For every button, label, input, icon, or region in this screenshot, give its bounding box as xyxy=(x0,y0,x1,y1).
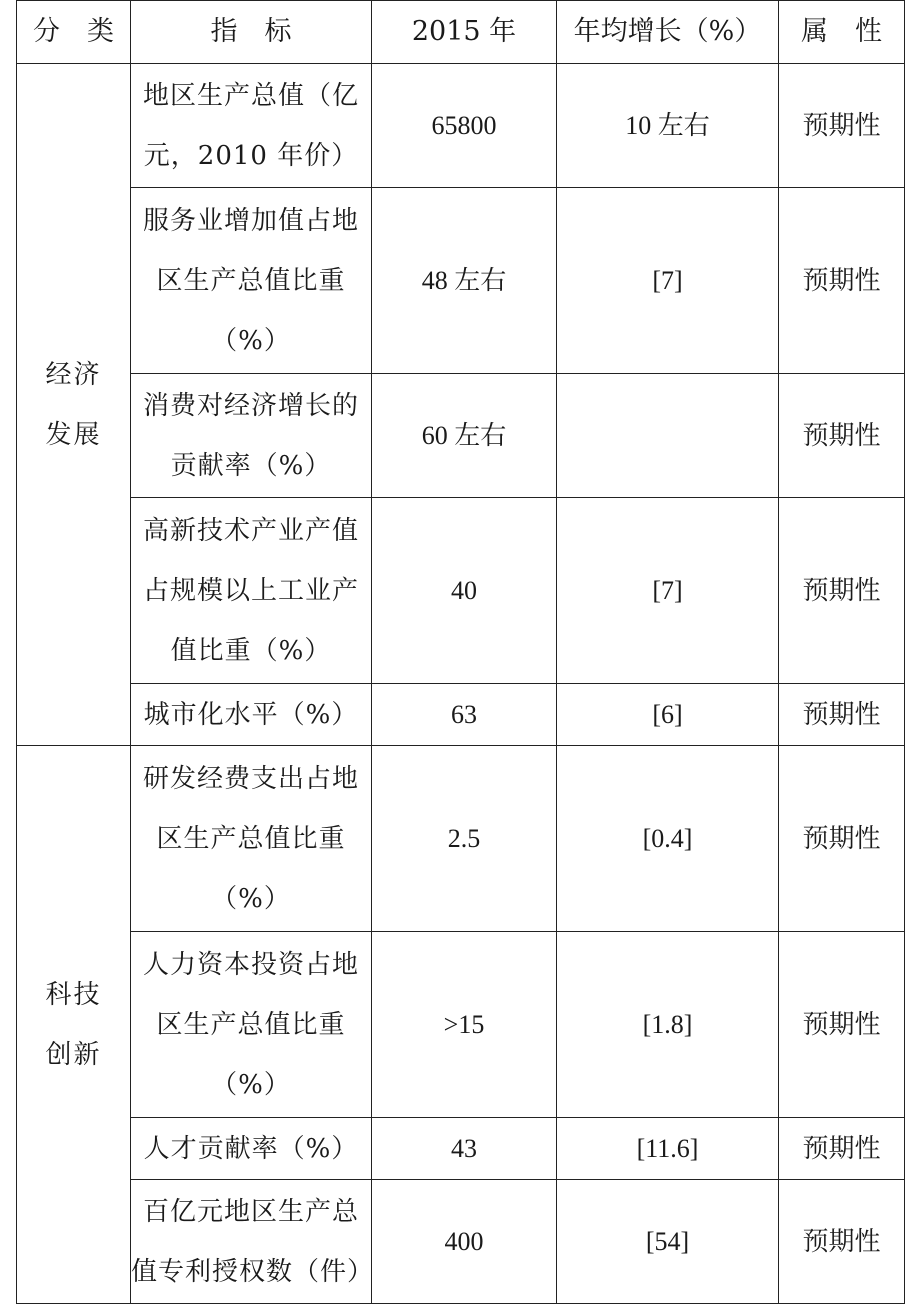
header-indicator: 指 标 xyxy=(131,1,372,64)
value-2015-cell: >15 xyxy=(372,932,557,1118)
indicators-table xyxy=(16,0,905,1304)
table-row xyxy=(17,498,905,684)
indicator-cell: 服务业增加值占地区生产总值比重（%） xyxy=(131,188,372,374)
indicator-cell: 消费对经济增长的贡献率（%） xyxy=(131,374,372,498)
table-row xyxy=(17,188,905,374)
value-2015-cell: 63 xyxy=(372,684,557,746)
table-body xyxy=(17,64,905,1304)
table-row xyxy=(17,932,905,1118)
value-2015-cell: 60 左右 xyxy=(372,374,557,498)
indicator-cell: 研发经费支出占地区生产总值比重（%） xyxy=(131,746,372,932)
header-value-2015: 2015 年 xyxy=(372,1,557,64)
table-row xyxy=(17,1118,905,1180)
table-row xyxy=(17,1180,905,1304)
attribute-cell: 预期性 xyxy=(779,1118,905,1180)
value-2015-cell: 65800 xyxy=(372,64,557,188)
annual-growth-cell: [7] xyxy=(557,188,779,374)
category-label: 科技创新 xyxy=(45,979,102,1070)
table-row xyxy=(17,684,905,746)
attribute-cell: 预期性 xyxy=(779,64,905,188)
attribute-cell: 预期性 xyxy=(779,932,905,1118)
annual-growth-cell: [7] xyxy=(557,498,779,684)
category-cell-technology xyxy=(17,746,131,1304)
value-2015-cell: 43 xyxy=(372,1118,557,1180)
value-2015-cell: 400 xyxy=(372,1180,557,1304)
indicator-cell: 人力资本投资占地区生产总值比重（%） xyxy=(131,932,372,1118)
header-annual-growth: 年均增长（%） xyxy=(557,1,779,64)
table-header xyxy=(17,1,905,64)
attribute-cell: 预期性 xyxy=(779,684,905,746)
annual-growth-cell: 10 左右 xyxy=(557,64,779,188)
annual-growth-cell: [6] xyxy=(557,684,779,746)
annual-growth-cell: [1.8] xyxy=(557,932,779,1118)
annual-growth-cell xyxy=(557,374,779,498)
value-2015-cell: 48 左右 xyxy=(372,188,557,374)
annual-growth-cell: [54] xyxy=(557,1180,779,1304)
attribute-cell: 预期性 xyxy=(779,498,905,684)
value-2015-cell: 2.5 xyxy=(372,746,557,932)
header-category: 分 类 xyxy=(17,1,131,64)
indicator-cell: 人才贡献率（%） xyxy=(131,1118,372,1180)
indicator-cell: 城市化水平（%） xyxy=(131,684,372,746)
value-2015-cell: 40 xyxy=(372,498,557,684)
header-attribute: 属 性 xyxy=(779,1,905,64)
table-row xyxy=(17,64,905,188)
annual-growth-cell: [11.6] xyxy=(557,1118,779,1180)
annual-growth-cell: [0.4] xyxy=(557,746,779,932)
category-cell-economy xyxy=(17,64,131,746)
attribute-cell: 预期性 xyxy=(779,746,905,932)
indicator-cell: 高新技术产业产值占规模以上工业产值比重（%） xyxy=(131,498,372,684)
table-row xyxy=(17,746,905,932)
attribute-cell: 预期性 xyxy=(779,188,905,374)
category-label: 经济发展 xyxy=(45,359,102,450)
header-row xyxy=(17,1,905,64)
indicator-cell: 百亿元地区生产总值专利授权数（件） xyxy=(131,1180,372,1304)
attribute-cell: 预期性 xyxy=(779,1180,905,1304)
indicator-cell: 地区生产总值（亿元，2010 年价） xyxy=(131,64,372,188)
table-row xyxy=(17,374,905,498)
attribute-cell: 预期性 xyxy=(779,374,905,498)
